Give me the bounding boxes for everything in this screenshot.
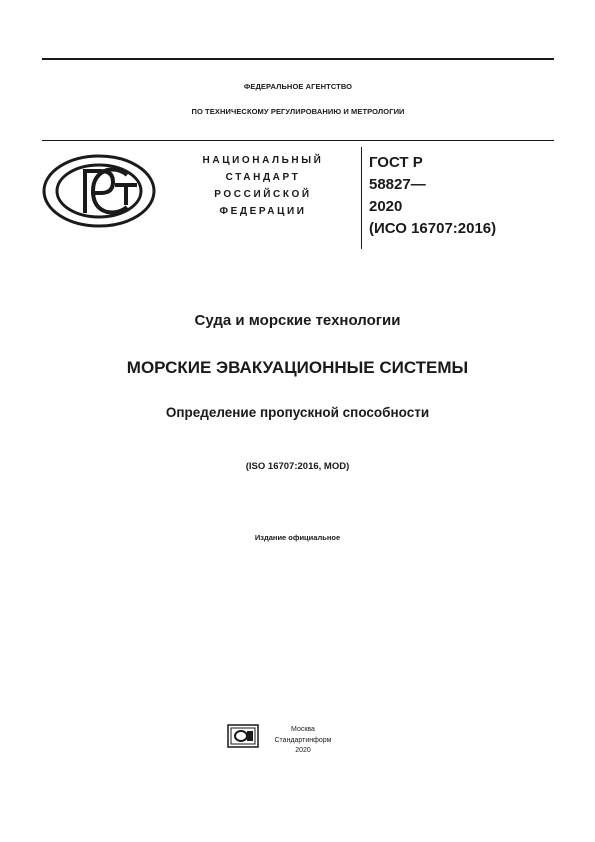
- iso-reference: (ISO 16707:2016, MOD): [245, 461, 350, 472]
- gost-line-3: 2020: [369, 198, 403, 215]
- main-title: МОРСКИЕ ЭВАКУАЦИОННЫЕ СИСТЕМЫ: [126, 358, 469, 377]
- national-line-3: РОССИЙСКОЙ: [214, 189, 312, 200]
- header-rule: [42, 140, 554, 141]
- publisher-city: Москва: [291, 726, 315, 733]
- gost-line-1: ГОСТ Р: [369, 154, 423, 171]
- gost-line-4: (ИСО 16707:2016): [369, 220, 497, 237]
- pct-logo-icon: [41, 153, 157, 229]
- publisher-name: Стандартинформ: [274, 736, 332, 744]
- category-title: Суда и морские технологии: [194, 312, 401, 329]
- agency-name-line2: ПО ТЕХНИЧЕСКОМУ РЕГУЛИРОВАНИЮ И МЕТРОЛОГИИ: [191, 107, 405, 116]
- vertical-divider: [361, 147, 362, 249]
- national-line-4: ФЕДЕРАЦИИ: [219, 206, 307, 217]
- publisher-info: [262, 725, 344, 757]
- publisher-year: 2020: [295, 747, 311, 754]
- subtitle: Определение пропускной способности: [165, 405, 430, 420]
- publisher-logo-icon: [227, 724, 259, 748]
- edition-note: Издание официальное: [254, 533, 341, 542]
- national-line-1: НАЦИОНАЛЬНЫЙ: [202, 155, 324, 166]
- gost-line-2: 58827—: [369, 176, 426, 193]
- agency-name-line1: ФЕДЕРАЛЬНОЕ АГЕНТСТВО: [243, 82, 353, 91]
- top-rule: [42, 58, 554, 60]
- gost-designation: [369, 152, 496, 240]
- national-line-2: СТАНДАРТ: [225, 172, 301, 183]
- national-standard-text: [168, 152, 358, 220]
